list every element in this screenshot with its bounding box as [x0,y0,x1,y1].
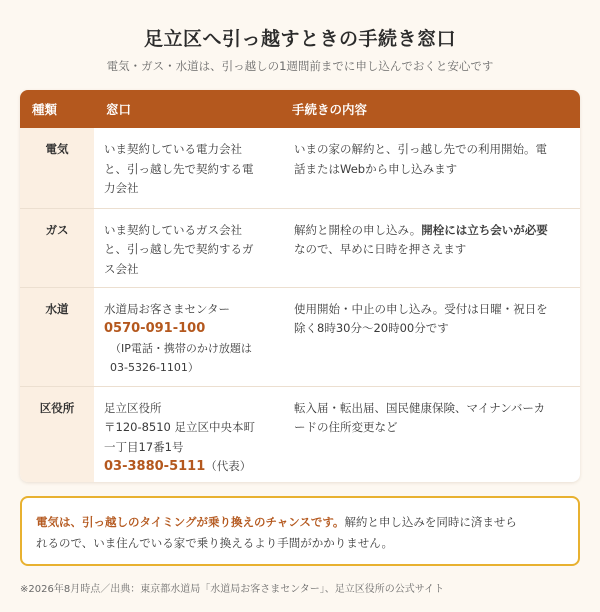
procedure-table [20,90,580,482]
table-row [20,287,580,386]
table-header-row [20,90,580,128]
procedure-text: なので、早めに日時を押さえます [294,242,467,256]
table-row [20,386,580,482]
window-text: と、引っ越し先で契約するガ [104,242,254,256]
row-type: 電気 [20,128,94,208]
page-subtitle: 電気・ガス・水道は、引っ越しの1週間前までに申し込んでおくと安心です [106,59,494,73]
row-type: ガス [20,208,94,287]
window-text: ス会社 [104,261,139,276]
window-text: 水道局お客さまセンター [104,301,231,316]
window-text: と、引っ越し先で契約する電 [104,161,254,176]
window-text: 〒120-8510 足立区中央本町 [104,420,256,434]
procedure-text [294,221,568,241]
row-window [94,287,280,386]
row-type: 区役所 [20,386,94,482]
procedure-text-part: 解約と開栓の申し込み。 [294,222,422,237]
table-row [20,208,580,287]
procedure-text: 除く8時30分〜20時00分です [294,321,449,335]
procedure-table-container [20,90,580,482]
procedure-text: 転入届・転出届、国民健康保険、マイナンバーカ [294,400,546,415]
row-window [94,128,280,208]
header-window: 窓口 [106,102,132,117]
phone-line [104,457,270,477]
tip-text: 解約と申し込みを同時に済ませら [344,515,517,529]
phone-number: 0570-091-100 [104,321,206,336]
window-text: 力会社 [104,181,139,195]
footnote-source: ※2026年8月時点／出典：東京都水道局「水道局お客さまセンター」、足立区役所の公式サイト [20,584,445,595]
page-title: 足立区へ引っ越すときの手続き窓口 [143,28,456,50]
row-window [94,208,280,287]
procedure-text: 話またはWebから申し込みます [294,161,458,176]
header-procedure: 手続きの内容 [292,102,368,117]
procedure-text: いまの家の解約と、引っ越し先での利用開始。電 [294,142,547,156]
window-text: 足立区役所 [104,400,162,415]
procedure-emphasis: 開栓には立ち会いが必要 [421,222,548,237]
row-procedure [280,208,580,287]
row-window [94,386,280,482]
tip-emphasis: 電気は、引っ越しのタイミングが乗り換えのチャンスです。 [36,515,345,529]
row-procedure [280,287,580,386]
window-text: いま契約しているガス会社 [104,222,242,237]
row-type: 水道 [20,287,94,386]
window-text: 一丁目17番1号 [104,439,184,454]
table-row [20,128,580,208]
row-procedure [280,128,580,208]
header-type: 種類 [32,102,58,117]
tip-note-box [20,496,580,566]
tip-line [36,512,564,533]
tip-text: れるので、いま住んでいる家で乗り換えるより手間がかかりません。 [36,536,393,550]
procedure-text: ードの住所変更など [294,420,398,434]
phone-note: 03-5326-1101） [110,361,199,374]
window-text: いま契約している電力会社 [104,142,242,156]
phone-suffix: （代表） [205,459,252,473]
procedure-text: 使用開始・中止の申し込み。受付は日曜・祝日を [294,301,548,316]
phone-number: 03-3880-5111 [104,459,206,474]
phone-note: （IP電話・携帯のかけ放題は [110,341,252,355]
row-procedure [280,386,580,482]
